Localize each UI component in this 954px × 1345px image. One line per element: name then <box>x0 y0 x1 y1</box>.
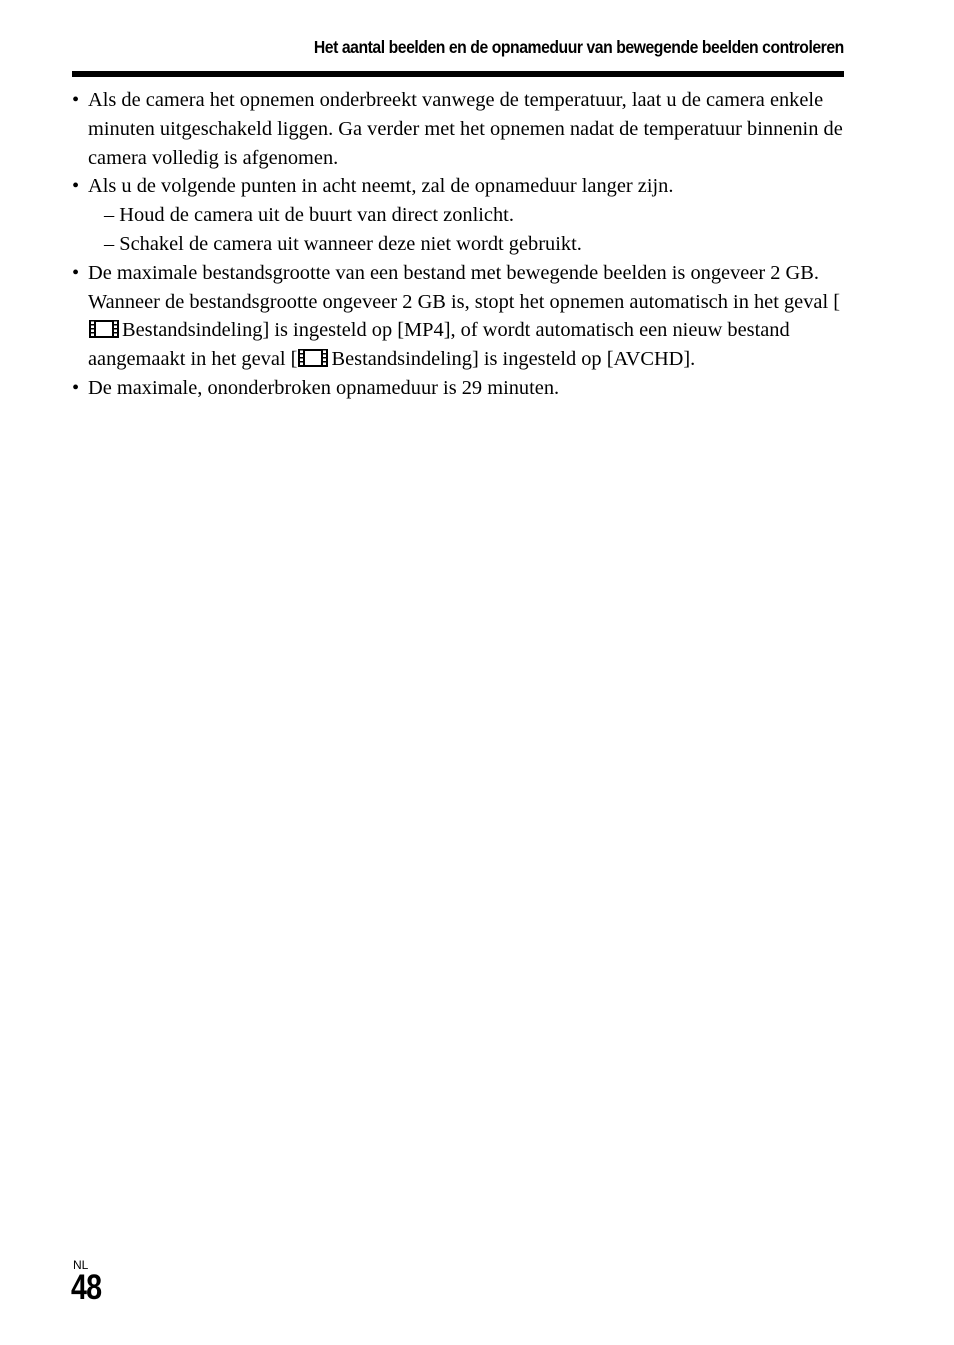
list-item-text: De maximale bestandsgrootte van een bestand met bewegende beelden is ongeveer 2 GB. Wanneer de bestandsgrootte ongeveer 2 GB is, stopt het opnemen automatisch in het geval [ <box>88 261 841 313</box>
movie-icon <box>89 320 119 338</box>
language-code: NL <box>73 1258 89 1272</box>
bullet-marker: • <box>72 89 80 111</box>
list-item-text: Bestandsindeling] is ingesteld op [AVCHD]. <box>331 348 696 371</box>
sub-item-text: – Houd de camera uit de buurt van direct zonlicht. <box>104 204 514 227</box>
list-item <box>72 259 847 374</box>
header-rule <box>72 71 844 77</box>
running-header: Het aantal beelden en de opnameduur van bewegende beelden controleren <box>314 37 844 57</box>
list-item-text: Als de camera het opnemen onderbreekt vanwege de temperatuur, laat u de camera enkele minuten uitgeschakeld liggen. Ga verder met het opnemen nadat de temperatuur binnenin de camera volledig is afgenomen. <box>88 89 843 169</box>
list-item <box>72 86 847 172</box>
sub-item <box>88 201 847 230</box>
bullet-marker: • <box>72 175 80 198</box>
page-number: 48 <box>71 1268 102 1307</box>
list-item <box>72 374 847 403</box>
movie-icon <box>298 349 328 367</box>
bullet-marker: • <box>72 376 80 399</box>
sub-item-text: – Schakel de camera uit wanneer deze niet wordt gebruikt. <box>104 232 582 255</box>
list-item <box>72 172 847 258</box>
page-body <box>72 86 847 403</box>
list-item-text: De maximale, ononderbroken opnameduur is 29 minuten. <box>88 376 560 399</box>
sub-item <box>88 230 847 259</box>
bullet-marker: • <box>72 261 80 284</box>
list-item-text: Als u de volgende punten in acht neemt, zal de opnameduur langer zijn. <box>88 175 674 198</box>
list-item-text: Bestandsindeling] is ingesteld op [MP4], of wordt automatisch een nieuw bestand aangemaakt in het geval [ <box>88 319 790 371</box>
